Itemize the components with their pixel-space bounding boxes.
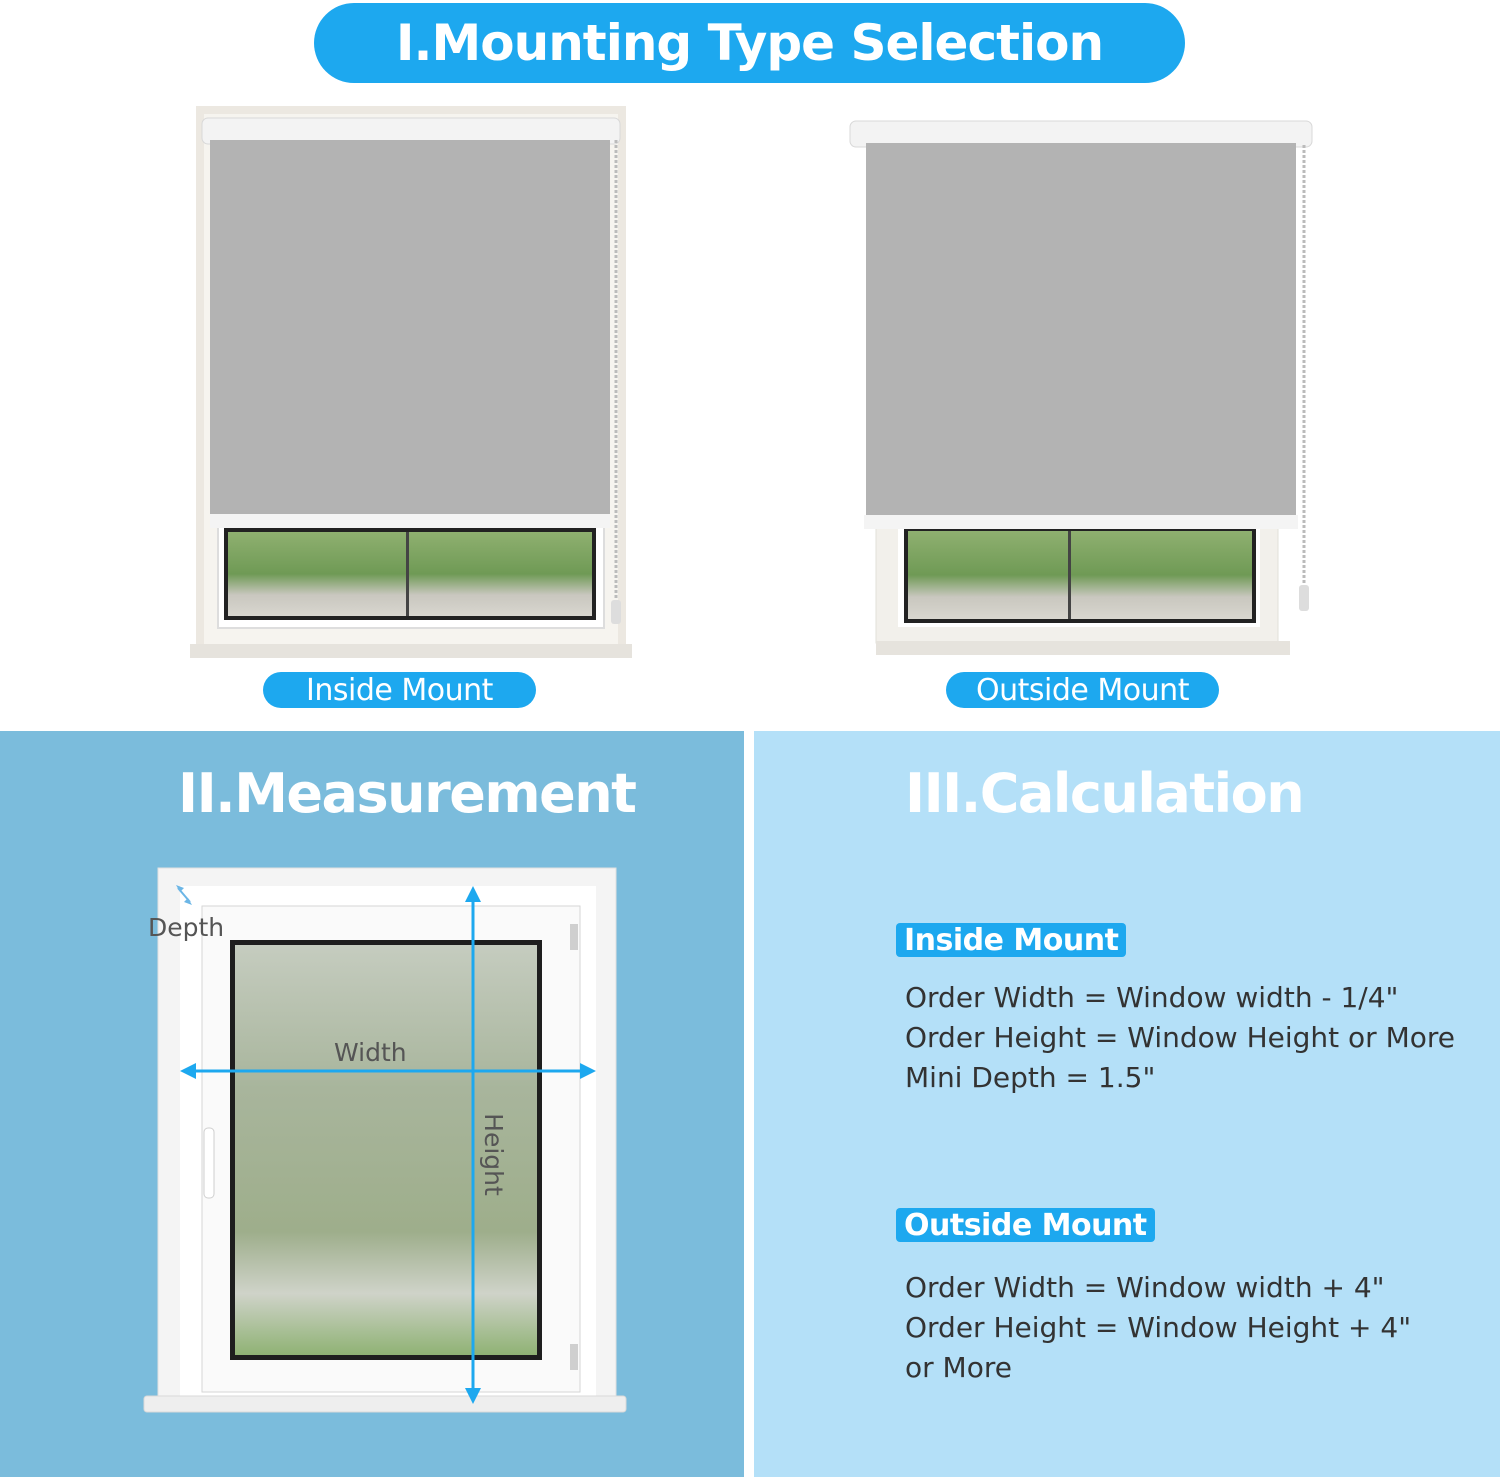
inside-formula-depth: Mini Depth = 1.5" xyxy=(905,1061,1156,1094)
outside-formula-height: Order Height = Window Height + 4" xyxy=(905,1311,1412,1344)
outside-formula-width: Order Width = Window width + 4" xyxy=(905,1271,1385,1304)
outside-mount-illustration xyxy=(846,115,1320,660)
height-label: Height xyxy=(478,1113,508,1196)
inside-mount-label: Inside Mount xyxy=(263,672,536,708)
inside-formula-width: Order Width = Window width - 1/4" xyxy=(905,981,1399,1014)
calculation-title: III.Calculation xyxy=(905,762,1304,825)
inside-mount-illustration xyxy=(188,100,634,660)
window-measurement-illustration xyxy=(140,866,630,1422)
outside-mount-heading: Outside Mount xyxy=(896,1208,1155,1242)
depth-label: Depth xyxy=(148,913,225,942)
inside-formula-height: Order Height = Window Height or More xyxy=(905,1021,1456,1054)
inside-mount-formulas xyxy=(905,978,1455,1098)
outside-mount-label: Outside Mount xyxy=(946,672,1219,708)
width-label: Width xyxy=(334,1038,407,1067)
outside-formula-more: or More xyxy=(905,1351,1012,1384)
inside-mount-heading: Inside Mount xyxy=(896,923,1126,957)
outside-mount-formulas xyxy=(905,1268,1411,1388)
section-title-mounting: I.Mounting Type Selection xyxy=(314,3,1185,83)
measurement-title: II.Measurement xyxy=(178,762,636,825)
